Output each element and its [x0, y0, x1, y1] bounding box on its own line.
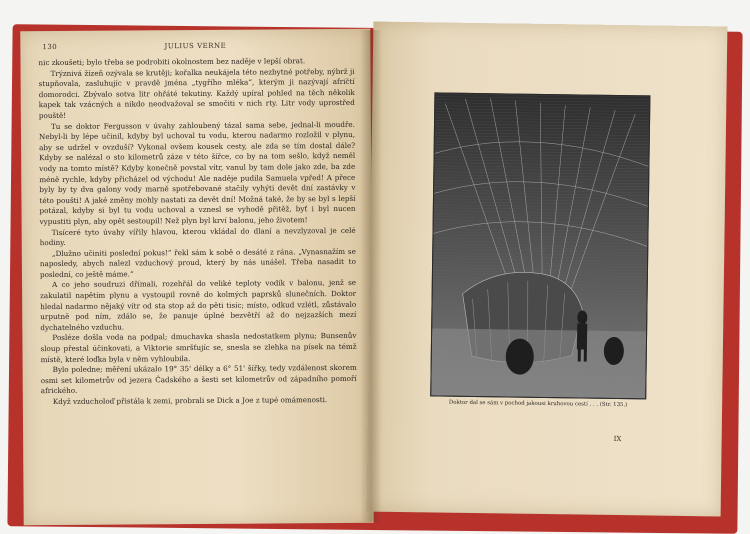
running-head — [42, 41, 348, 52]
left-page-number: 130 — [42, 42, 58, 52]
paragraph: Trýznivá žízeň ozývala se krutěji; kořalka neukájela této nezbytné potřeby, nýbrž ji stupňovala, zasluhujíc v pravdě jména „tygřího mléka“, kterým ji nazývají afričtí domorodci. Zbývalo sotva litr ohřáté tekutiny. Každý upíral pohled na těch několik kapek tak vzácných a nikdo neodvažoval se smočiti v nich rty. Litr vody uprostřed pouště! — [38, 66, 355, 121]
paragraph: „Dlužno učiniti poslední pokus!“ řekl sám k sobě o desáté z rána. „Vynasnažím se naposledy, abych nalezl vzduchový proud, který by nás unášel. Třeba nasadit to poslední, co ještě máme.“ — [39, 246, 356, 279]
left-page-text — [38, 56, 356, 408]
balloon-desert-engraving — [431, 93, 649, 398]
book-gutter — [360, 30, 382, 522]
paragraph: Bylo poledne; měření ukázalo 19° 35' délky a 6° 51' šířky, tedy vzdálenost skorem osmi set kilometrův od jezera Čadského a šesti set kilometrův od západního pomoří afrického. — [40, 363, 357, 396]
engraving-illustration — [430, 92, 650, 399]
paragraph: Když vzducholoď přistála k zemi, probrali se Dick a Joe z tupé omámenosti. — [52, 395, 328, 407]
left-page — [20, 29, 373, 525]
running-head-author: JULIUS VERNE — [164, 41, 227, 51]
paragraph: Tisíceré tyto úvahy vířily hlavou, kterou vkládal do dlaní a nevzlyzoval je celé hodiny. — [39, 225, 356, 248]
paragraph: nic zkoušeti; bylo třeba se podrobiti okolnostem bez naděje v lepší obrat. — [38, 56, 306, 68]
paragraph: A co jeho soudruzi dřímali, rozehřál do veliké teploty vodík v balonu, jenž se zakulatil napětím plynu a vystoupil rovně do kolmých paprsků slunečních. Doktor hledal nadarmo nějaký vítr od sta stop až do pěti tisíc; místo, odkud vzlétl, zůstávalo urputně pod ním, zdálo se, že panuje úplné bezvětří až do nejzazších mezí dychatelného vzduchu. — [40, 278, 357, 332]
paragraph: Tu se doktor Fergusson v úvahy zahloubený tázal sama sebe, jednal-li moudře. Nebyl-li by lépe učinil, kdyby byl uchoval tu vodu, kterou nadarmo rozložil v plynu, aby se udržel v ovzduší? Vykonal ovšem kousek cesty, ale zda se tím dostal dále? Kdyby se nalézal o sto kilometrů záze v této šířce, co by na tom sešlo, když neměl vody na tomto místě? Kdyby konečně povstal vítr, vanul by tam dole jako zde, ba zde méně rychle, kdyby přicházel od východu! Ale naděje pudila Samuela vpřed! A přece byly by ty dva galony vody marně spotřebované stačily vyhýti devět dní zastávky v této poušti! A jaké změny mohly nastati za devět dní! Možná také, že by se byl s lepší potázal, kdyby si byl tu vodu uchoval a vznesl se vyhodě přitěž, byť i byl nucen vypustiti plyn, aby opět sestoupil! Než plyn byl krví balonu, jeho životem! — [38, 119, 356, 227]
illustration-caption: Doktor dal se sám v pochod jakousi kruhovou cestí . . . (Str. 135.) — [448, 399, 628, 409]
right-page — [367, 22, 728, 517]
right-page-number: IX — [613, 434, 622, 444]
paragraph: Posléze došla voda na podpal; dmuchavka shasla nedostatkem plynu; Bunsenův sloup přestal účinkovati, a Viktorie smršťujíc se, snesla se zlehka na písek na témž místě, které loďka byla v něm vyhloubila. — [40, 331, 357, 364]
